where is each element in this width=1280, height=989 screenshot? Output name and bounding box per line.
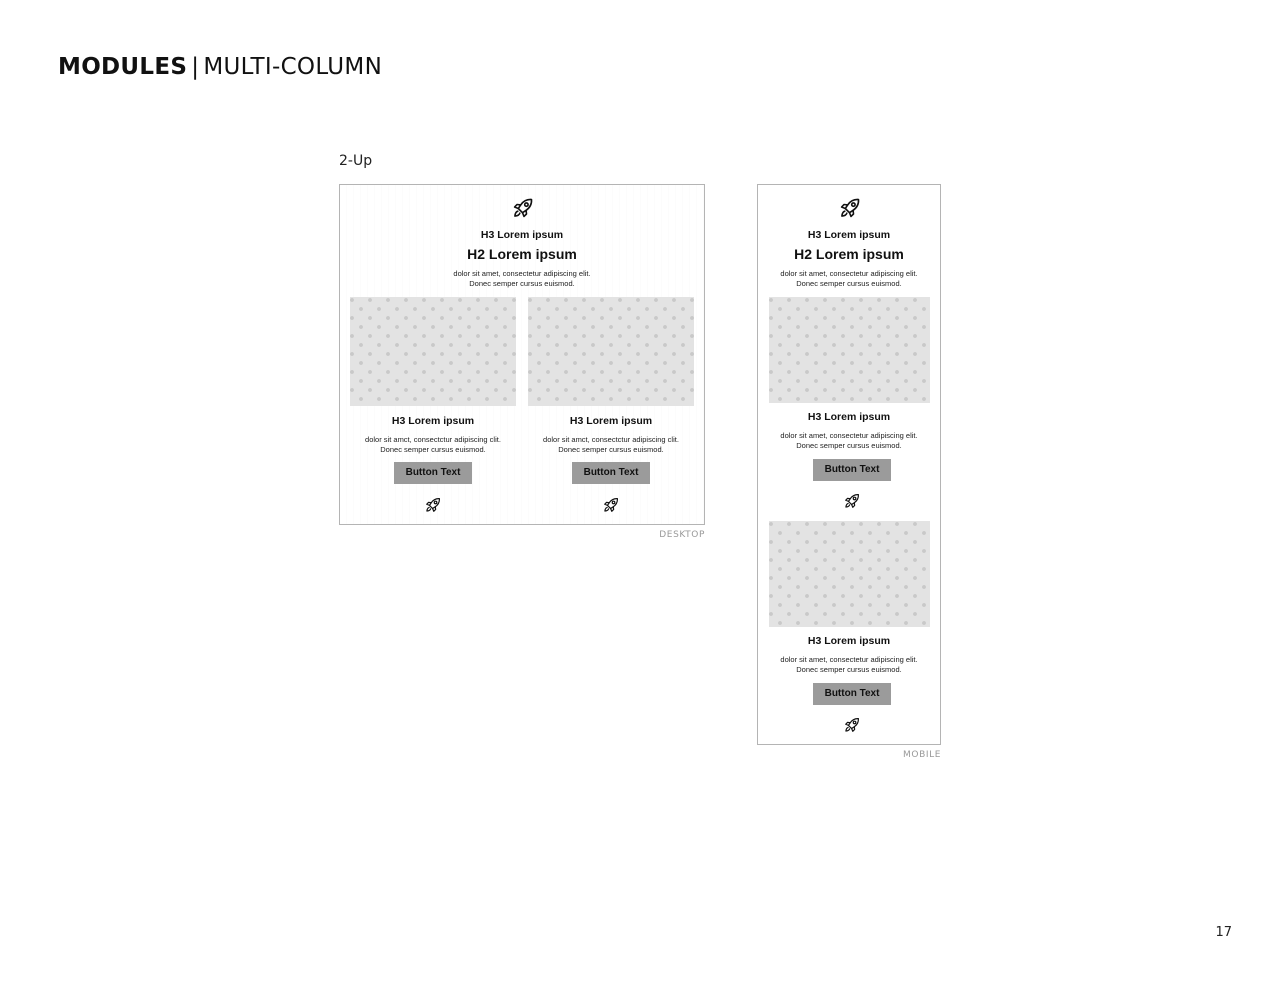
card-body-line1: dolor sit amet, consectetur adipiscing elit. — [780, 431, 918, 440]
column-heading: H3 Lorem ipsum — [569, 415, 653, 427]
card-body-line1: dolor sit amet, consectetur adipiscing elit. — [780, 655, 918, 664]
mobile-intro-line1: dolor sit amet, consectetur adipiscing elit. — [780, 269, 918, 278]
desktop-intro-line2: Donec semper cursus euismod. — [469, 278, 575, 288]
card-button[interactable]: Button Text — [813, 683, 891, 705]
page-title-light: MULTI-COLUMN — [203, 54, 383, 80]
column-button[interactable]: Button Text — [394, 462, 472, 484]
rocket-icon — [602, 496, 620, 514]
rocket-icon — [424, 496, 442, 514]
desktop-heading: H2 Lorem ipsum — [467, 246, 577, 262]
desktop-caption: DESKTOP — [659, 530, 705, 540]
column-body — [528, 435, 694, 454]
rocket-icon — [838, 196, 862, 220]
mobile-caption: MOBILE — [903, 750, 941, 760]
section-label: 2-Up — [339, 153, 373, 169]
column-body-line2: Donec semper cursus euismod. — [558, 444, 664, 454]
mobile-eyebrow: H3 Lorem ipsum — [807, 229, 891, 241]
mobile-frame — [757, 184, 941, 745]
card-body — [758, 655, 940, 674]
title-separator: | — [191, 54, 200, 80]
column-body-line1: dolor sit amct, consectctur adipiscing clit. — [365, 435, 501, 444]
rocket-icon — [843, 716, 861, 734]
card-body-line2: Donec semper cursus euismod. — [796, 664, 902, 674]
mobile-heading: H2 Lorem ipsum — [794, 246, 904, 262]
column-button[interactable]: Button Text — [572, 462, 650, 484]
column-body-line2: Donec semper cursus euismod. — [380, 444, 486, 454]
mobile-intro-line2: Donec semper cursus euismod. — [796, 278, 902, 288]
image-placeholder — [769, 521, 930, 627]
image-placeholder — [350, 297, 516, 406]
desktop-frame — [339, 184, 705, 525]
rocket-icon — [843, 492, 861, 510]
card-heading: H3 Lorem ipsum — [807, 635, 891, 647]
card-heading: H3 Lorem ipsum — [807, 411, 891, 423]
image-placeholder — [528, 297, 694, 406]
column-body — [350, 435, 516, 454]
mobile-intro — [758, 269, 940, 288]
column-body-line1: dolor sit amct, consectctur adipiscing clit. — [543, 435, 679, 444]
image-placeholder — [769, 297, 930, 403]
card-button[interactable]: Button Text — [813, 459, 891, 481]
page-number: 17 — [1215, 925, 1232, 940]
desktop-intro — [340, 269, 704, 288]
page-title — [58, 54, 382, 80]
column-heading: H3 Lorem ipsum — [391, 415, 475, 427]
card-body-line2: Donec semper cursus euismod. — [796, 440, 902, 450]
card-body — [758, 431, 940, 450]
rocket-icon — [511, 196, 535, 220]
desktop-intro-line1: dolor sit amet, consectetur adipiscing elit. — [453, 269, 591, 278]
desktop-eyebrow: H3 Lorem ipsum — [480, 229, 564, 241]
page-title-bold: MODULES — [58, 54, 188, 80]
